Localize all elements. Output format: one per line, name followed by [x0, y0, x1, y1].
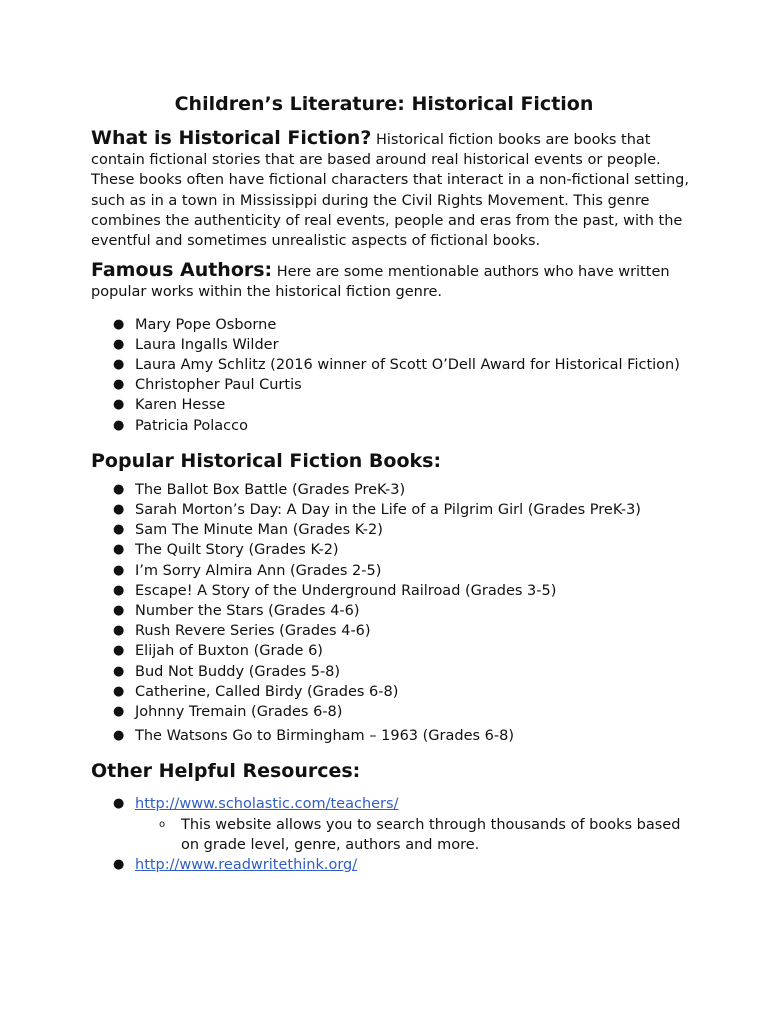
list-item: ● Patricia Polacco: [91, 416, 691, 436]
list-item: ● Number the Stars (Grades 4-6): [91, 601, 691, 621]
bullet-icon: ●: [113, 643, 125, 659]
circle-bullet-icon: o: [159, 818, 166, 830]
list-item: ● The Quilt Story (Grades K-2): [91, 540, 691, 560]
list-item: ● Karen Hesse: [91, 395, 691, 415]
list-item: ● The Ballot Box Battle (Grades PreK-3): [91, 480, 691, 500]
list-item: ● I’m Sorry Almira Ann (Grades 2-5): [91, 561, 691, 581]
intro-body: Historical fiction books are books that contain fictional stories that are based around real historical events or people. These books often have fictional characters that interact in a non-fictional setting, such as in a town in Mississippi during the Civil Rights Movement. This genre combines the authenticity of real events, people and eras from the past, with the eventful and sometimes unrealistic aspects of fictional books.: [91, 132, 689, 250]
bullet-icon: ●: [113, 728, 125, 744]
bullet-icon: ●: [113, 377, 125, 393]
intro-paragraph: [91, 128, 691, 251]
readwritethink-link[interactable]: http://www.readwritethink.org/: [135, 857, 358, 874]
list-item: ● Mary Pope Osborne: [91, 315, 691, 335]
document-page: [91, 92, 691, 875]
bullet-icon: ●: [113, 357, 125, 373]
intro-heading: What is Historical Fiction?: [91, 127, 372, 149]
list-item: ● Catherine, Called Birdy (Grades 6-8): [91, 682, 691, 702]
bullet-icon: ●: [113, 522, 125, 538]
bullet-icon: ●: [113, 704, 125, 720]
list-item: ● Elijah of Buxton (Grade 6): [91, 641, 691, 661]
list-item: ● Sam The Minute Man (Grades K-2): [91, 520, 691, 540]
bullet-icon: ●: [113, 397, 125, 413]
resources-list: [91, 794, 691, 814]
resources-heading: Other Helpful Resources:: [91, 760, 361, 783]
books-list: [91, 480, 691, 747]
bullet-icon: ●: [113, 502, 125, 518]
bullet-icon: ●: [113, 562, 125, 578]
bullet-icon: ●: [113, 796, 125, 812]
list-item: [91, 794, 691, 814]
bullet-icon: ●: [113, 582, 125, 598]
resources-list-2: [91, 855, 691, 875]
list-item: ● Bud Not Buddy (Grades 5-8): [91, 662, 691, 682]
authors-paragraph: [91, 260, 691, 302]
list-item: [91, 855, 691, 875]
authors-body: Here are some mentionable authors who have written popular works within the historical fiction genre.: [91, 264, 670, 301]
list-item: ● Escape! A Story of the Underground Railroad (Grades 3-5): [91, 581, 691, 601]
bullet-icon: ●: [113, 481, 125, 497]
list-item: ● Laura Amy Schlitz (2016 winner of Scott O’Dell Award for Historical Fiction): [91, 355, 691, 375]
bullet-icon: ●: [113, 857, 125, 873]
list-item: ● Sarah Morton’s Day: A Day in the Life of a Pilgrim Girl (Grades PreK-3): [91, 500, 691, 520]
bullet-icon: ●: [113, 603, 125, 619]
bullet-icon: ●: [113, 336, 125, 352]
bullet-icon: ●: [113, 316, 125, 332]
authors-list: [91, 315, 691, 436]
bullet-icon: ●: [113, 623, 125, 639]
list-item: ● Christopher Paul Curtis: [91, 375, 691, 395]
books-heading: Popular Historical Fiction Books:: [91, 449, 442, 472]
scholastic-link[interactable]: http://www.scholastic.com/teachers/: [135, 796, 399, 813]
bullet-icon: ●: [113, 417, 125, 433]
document-title: Children’s Literature: Historical Fiction: [174, 93, 594, 115]
list-item: ● Laura Ingalls Wilder: [91, 335, 691, 355]
list-item: ● Johnny Tremain (Grades 6-8): [91, 702, 691, 722]
scholastic-description: o This website allows you to search through thousands of books based on grade level, genre, authors and more.: [159, 816, 681, 853]
bullet-icon: ●: [113, 542, 125, 558]
list-item: ● Rush Revere Series (Grades 4-6): [91, 621, 691, 641]
list-item: ● The Watsons Go to Birmingham – 1963 (Grades 6-8): [91, 726, 691, 746]
authors-heading: Famous Authors:: [91, 259, 273, 282]
bullet-icon: ●: [113, 683, 125, 699]
bullet-icon: ●: [113, 663, 125, 679]
